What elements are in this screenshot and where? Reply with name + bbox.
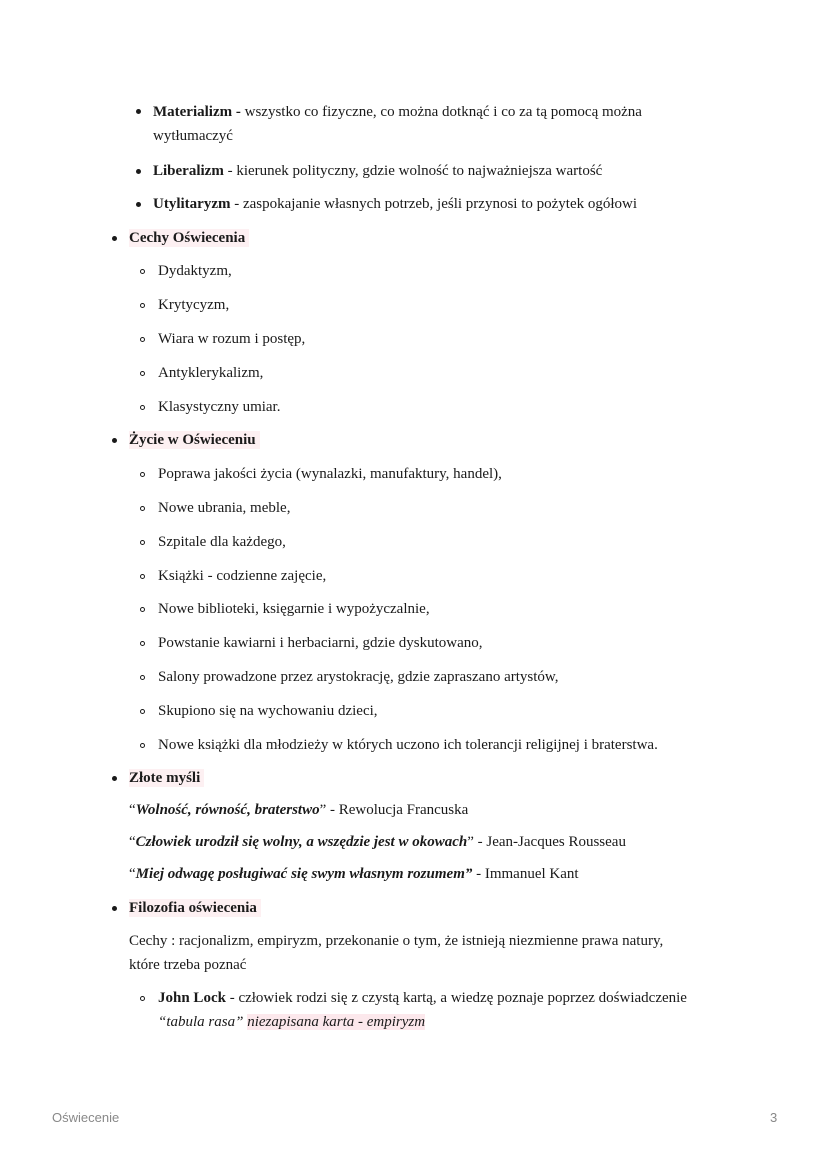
paragraph: które trzeba poznać: [129, 957, 247, 973]
circle-bullet: [140, 641, 145, 646]
bullet: [112, 906, 117, 911]
circle-bullet: [140, 996, 145, 1001]
circle-bullet: [140, 472, 145, 477]
quote: “Miej odwagę posługiwać się swym własnym rozumem” - Immanuel Kant: [129, 866, 579, 882]
circle-bullet: [140, 540, 145, 545]
list-item-john-lock: John Lock - człowiek rodzi się z czystą kartą, a wiedzę poznaje poprzez doświadczenie: [158, 990, 687, 1006]
circle-bullet: [140, 743, 145, 748]
list-item: Poprawa jakości życia (wynalazki, manufaktury, handel),: [158, 466, 502, 482]
circle-bullet: [140, 574, 145, 579]
term: Materializm: [153, 104, 233, 120]
bullet: [136, 169, 141, 174]
circle-bullet: [140, 371, 145, 376]
list-item-liberalizm: Liberalizm - kierunek polityczny, gdzie wolność to najważniejsza wartość: [153, 163, 603, 179]
footer-title: Oświecenie: [52, 1110, 120, 1125]
list-item-materializm-cont: wytłumaczyć: [153, 128, 233, 144]
bullet: [112, 438, 117, 443]
list-item: Nowe książki dla młodzieży w których uczono ich tolerancji religijnej i braterstwa.: [158, 737, 658, 753]
list-item: Dydaktyzm,: [158, 263, 232, 279]
section-heading-zycie: Życie w Oświeceniu: [129, 429, 260, 451]
list-item: Salony prowadzone przez arystokrację, gdzie zapraszano artystów,: [158, 669, 559, 685]
list-item: Antyklerykalizm,: [158, 365, 264, 381]
term: John Lock: [158, 990, 226, 1006]
page-number: 3: [770, 1110, 778, 1125]
bullet: [112, 236, 117, 241]
term: Utylitaryzm: [153, 196, 231, 212]
list-item: Wiara w rozum i postęp,: [158, 331, 306, 347]
circle-bullet: [140, 303, 145, 308]
list-item: Klasystyczny umiar.: [158, 399, 281, 415]
quote: “Człowiek urodził się wolny, a wszędzie jest w okowach” - Jean-Jacques Rousseau: [129, 834, 626, 850]
list-item: Krytycyzm,: [158, 297, 230, 313]
bullet: [136, 202, 141, 207]
circle-bullet: [140, 709, 145, 714]
list-item: Skupiono się na wychowaniu dzieci,: [158, 703, 378, 719]
list-item-utylitaryzm: Utylitaryzm - zaspokajanie własnych potrzeb, jeśli przynosi to pożytek ogółowi: [153, 196, 638, 212]
paragraph: Cechy : racjonalizm, empiryzm, przekonanie o tym, że istnieją niezmienne prawa natury,: [129, 933, 664, 949]
list-item: Nowe ubrania, meble,: [158, 500, 291, 516]
circle-bullet: [140, 337, 145, 342]
circle-bullet: [140, 506, 145, 511]
list-item-john-lock-cont: “tabula rasa” niezapisana karta - empiryzm: [158, 1014, 426, 1030]
section-heading-zlote: Złote myśli: [129, 767, 204, 789]
circle-bullet: [140, 675, 145, 680]
list-item: Książki - codzienne zajęcie,: [158, 568, 327, 584]
quote: “Wolność, równość, braterstwo” - Rewolucja Francuska: [129, 802, 469, 818]
circle-bullet: [140, 269, 145, 274]
list-item: Powstanie kawiarni i herbaciarni, gdzie dyskutowano,: [158, 635, 483, 651]
circle-bullet: [140, 607, 145, 612]
list-item-materializm: Materializm - wszystko co fizyczne, co można dotknąć i co za tą pomocą można: [153, 104, 642, 120]
section-heading-cechy: Cechy Oświecenia: [129, 227, 249, 249]
term: Liberalizm: [153, 163, 224, 179]
section-heading-filozofia: Filozofia oświecenia: [129, 897, 261, 919]
list-item: Szpitale dla każdego,: [158, 534, 286, 550]
bullet: [136, 109, 141, 114]
bullet: [112, 776, 117, 781]
list-item: Nowe biblioteki, księgarnie i wypożyczalnie,: [158, 601, 430, 617]
circle-bullet: [140, 405, 145, 410]
